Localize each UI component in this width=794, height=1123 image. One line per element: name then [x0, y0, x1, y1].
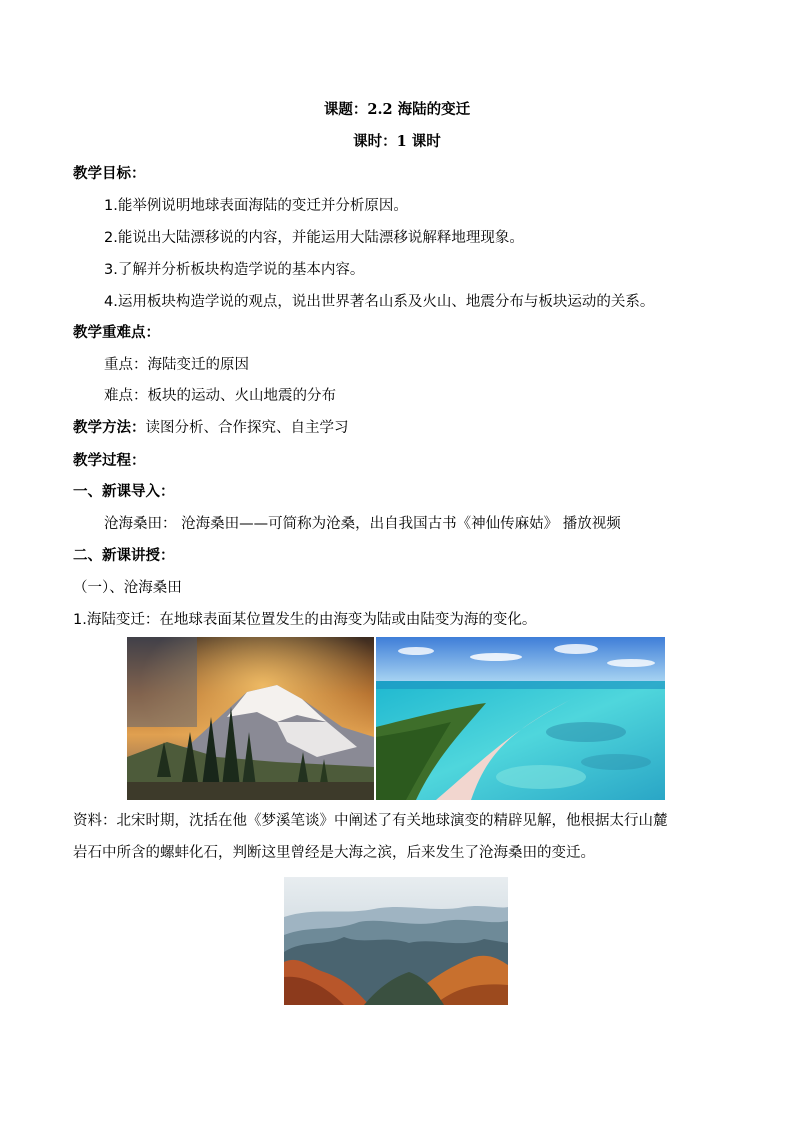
material-line: 岩石中所含的螺蚌化石，判断这里曾经是大海之滨，后来发生了沧海桑田的变迁。 — [73, 845, 595, 861]
method-text: 读图分析、合作探究、自主学习 — [145, 420, 349, 436]
lesson-title: 课题：2.2 海陆的变迁 — [323, 101, 471, 118]
lesson-period: 课时：1 课时 — [353, 133, 441, 150]
method-heading: 教学方法： — [73, 419, 146, 436]
section1-heading: 一、新课导入： — [73, 483, 175, 500]
sea-land-definition: 1.海陆变迁：在地球表面某位置发生的由海变为陆或由陆变为海的变化。 — [73, 612, 537, 628]
goals-heading: 教学目标： — [73, 165, 146, 182]
key-point: 重点：海陆变迁的原因 — [104, 357, 249, 373]
section1-text: 沧海桑田： 沧海桑田——可简称为沧桑，出自我国古书《神仙传麻姑》 播放视频 — [104, 516, 621, 532]
goal-item: 4.运用板块构造学说的观点，说出世界著名山系及火山、地震分布与板块运动的关系。 — [104, 294, 655, 310]
process-heading: 教学过程： — [73, 452, 146, 469]
taihang-mountain-photo — [284, 877, 508, 1005]
difficult-point: 难点：板块的运动、火山地震的分布 — [104, 388, 336, 404]
method-line — [73, 418, 349, 438]
goal-item: 2.能说出大陆漂移说的内容，并能运用大陆漂移说解释地理现象。 — [104, 230, 524, 246]
goal-item: 1.能举例说明地球表面海陆的变迁并分析原因。 — [104, 198, 408, 214]
material-line: 资料：北宋时期，沈括在他《梦溪笔谈》中阐述了有关地球演变的精辟见解，他根据太行山麓 — [73, 813, 668, 829]
beach-photo — [376, 637, 665, 800]
mountain-photo — [127, 637, 374, 800]
section2-subheading: （一）、沧海桑田 — [73, 580, 182, 596]
key-points-heading: 教学重难点： — [73, 324, 160, 341]
section2-heading: 二、新课讲授： — [73, 547, 175, 564]
goal-item: 3.了解并分析板块构造学说的基本内容。 — [104, 262, 365, 278]
